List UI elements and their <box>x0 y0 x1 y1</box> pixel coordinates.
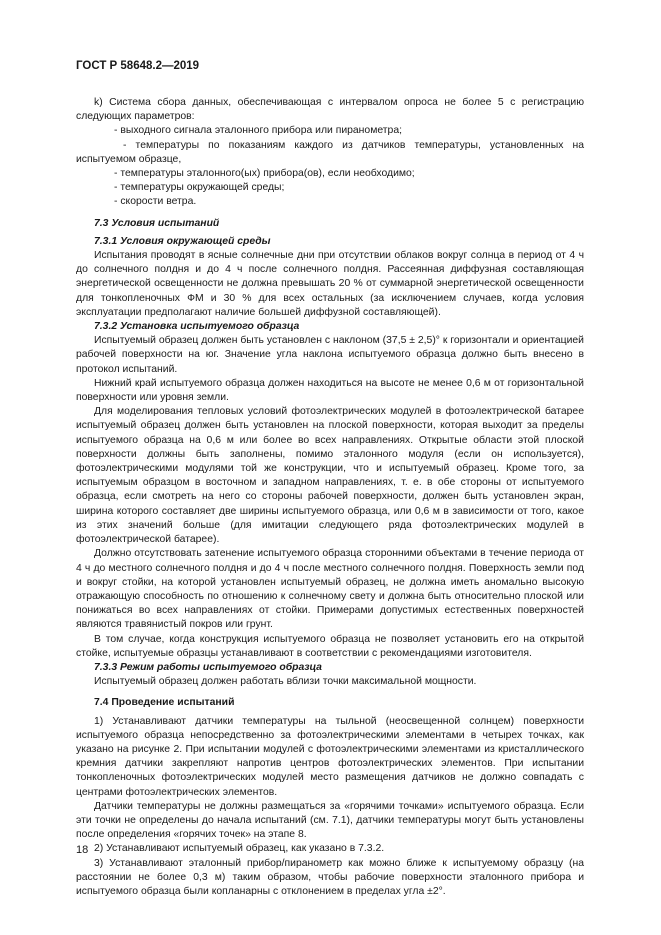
paragraph: Датчики температуры не должны размещаться за «горячими точками» испытуемого образца. Если эти точки не определены до начала испытаний (см. 7.1), датчики температуры могут быть установлены после определения «горячих точек» на этапе 8. <box>76 800 584 841</box>
document-header: ГОСТ Р 58648.2—2019 <box>76 60 200 72</box>
document-body <box>76 96 584 899</box>
section-heading-7-4: 7.4 Проведение испытаний <box>94 697 235 709</box>
list-item: - выходного сигнала эталонного прибора или пиранометра; <box>76 124 584 138</box>
paragraph: В том случае, когда конструкция испытуемого образца не позволяет установить его на открытой стойке, испытуемые образцы устанавливают в соответствии с рекомендациями изготовителя. <box>76 633 584 659</box>
paragraph: Должно отсутствовать затенение испытуемого образца сторонними объектами в течение периода от 4 ч до местного солнечного полдня и до 4 ч после местного солнечного полдня. Поверхность земли под и вокруг стойки, на которой установлен испытуемый образец, не должна иметь аномально высокую отражающую способность по отношению к солнечному свету и должна быть относительно плоской или понижаться во всех направлениях от стойки. Примерами допустимых естественных поверхностей являются травянистый покров или грунт. <box>76 548 584 631</box>
paragraph: Для моделирования тепловых условий фотоэлектрических модулей в фотоэлектрической батарее испытуемый образец должен быть установлен на плоской поверхности, которая выходит за пределы испытуемого образца на 0,6 м или более во всех направлениях. Открытые области этой плоской поверхности должны быть заполнены, помимо эталонного модуля (если он используется), фотоэлектрическими модулями той же конструкции, что и испытуемый образец. Кроме того, за испытуемым образцом в восточном и западном направлениях, т. е. в обе стороны от испытуемого образца, если смотреть на него со стороны рабочей поверхности, должен быть установлен экран, ширина которого составляет две ширины испытуемого образца, или 0,6 м в зависимости от того, какое из этих значений больше (для имитации следующего ряда фотоэлектрических модулей в фотоэлектрической батарее). <box>76 406 584 546</box>
paragraph: 3) Устанавливают эталонный прибор/пиранометр как можно ближе к испытуемому образцу (на расстоянии не более 0,3 м) таким образом, чтобы рабочие поверхности эталонного прибора и испытуемого образца были копланарны с отклонением в пределах угла ±2°. <box>76 857 584 897</box>
page-number: 18 <box>76 844 89 856</box>
list-item: - температуры эталонного(ых) прибора(ов), если необходимо; <box>76 167 584 181</box>
list-item-k: k) Система сбора данных, обеспечивающая с интервалом опроса не более 5 с регистрацию следующих параметров: <box>76 97 584 123</box>
subsection-heading-7-3-3: 7.3.3 Режим работы испытуемого образца <box>94 661 322 673</box>
subsection-heading-7-3-1: 7.3.1 Условия окружающей среды <box>94 235 271 247</box>
section-heading-7-3: 7.3 Условия испытаний <box>94 217 220 229</box>
paragraph: Испытуемый образец должен работать вблизи точки максимальной мощности. <box>94 676 477 688</box>
list-item: - температуры по показаниям каждого из датчиков температуры, установленных на испытуемом образце, <box>76 139 584 167</box>
paragraph: 1) Устанавливают датчики температуры на тыльной (неосвещенной солнцем) поверхности испытуемого образца непосредственно за фотоэлектрическими элементами в четырех точках, как указано на рисунке 2. При испытании модулей с фотоэлектрическими элементами из кристаллического кремния датчики закрепляют напротив центров фотоэлектрических элементов. При испытании тонкопленочных фотоэлектрических модулей место размещения датчиков не должно совпадать с центрами фотоэлектрических элементов. <box>76 715 584 798</box>
paragraph: Испытуемый образец должен быть установлен с наклоном (37,5 ± 2,5)° к горизонтали и ориентацией рабочей поверхности на юг. Значение угла наклона испытуемого образца должно быть внесено в протокол испытаний. <box>76 335 584 375</box>
list-item: - скорости ветра. <box>76 195 584 209</box>
subsection-heading-7-3-2: 7.3.2 Установка испытуемого образца <box>94 321 300 333</box>
list-item: - температуры окружающей среды; <box>76 181 584 195</box>
paragraph: Испытания проводят в ясные солнечные дни при отсутствии облаков вокруг солнца в период от 4 ч до солнечного полдня и до 4 ч после солнечного полдня. Рассеянная диффузная составляющая энергетической освещенности не должна превышать 20 % от суммарной энергетической освещенности для тонкопленочных ФМ и 30 % для всех остальных (за исключением случаев, когда условия эксплуатации предполагают наличие большей диффузной составляющей). <box>76 250 584 318</box>
paragraph: Нижний край испытуемого образца должен находиться на высоте не менее 0,6 м от горизонтальной поверхности или уровня земли. <box>76 377 584 404</box>
paragraph: 2) Устанавливают испытуемый образец, как указано в 7.3.2. <box>94 843 385 855</box>
